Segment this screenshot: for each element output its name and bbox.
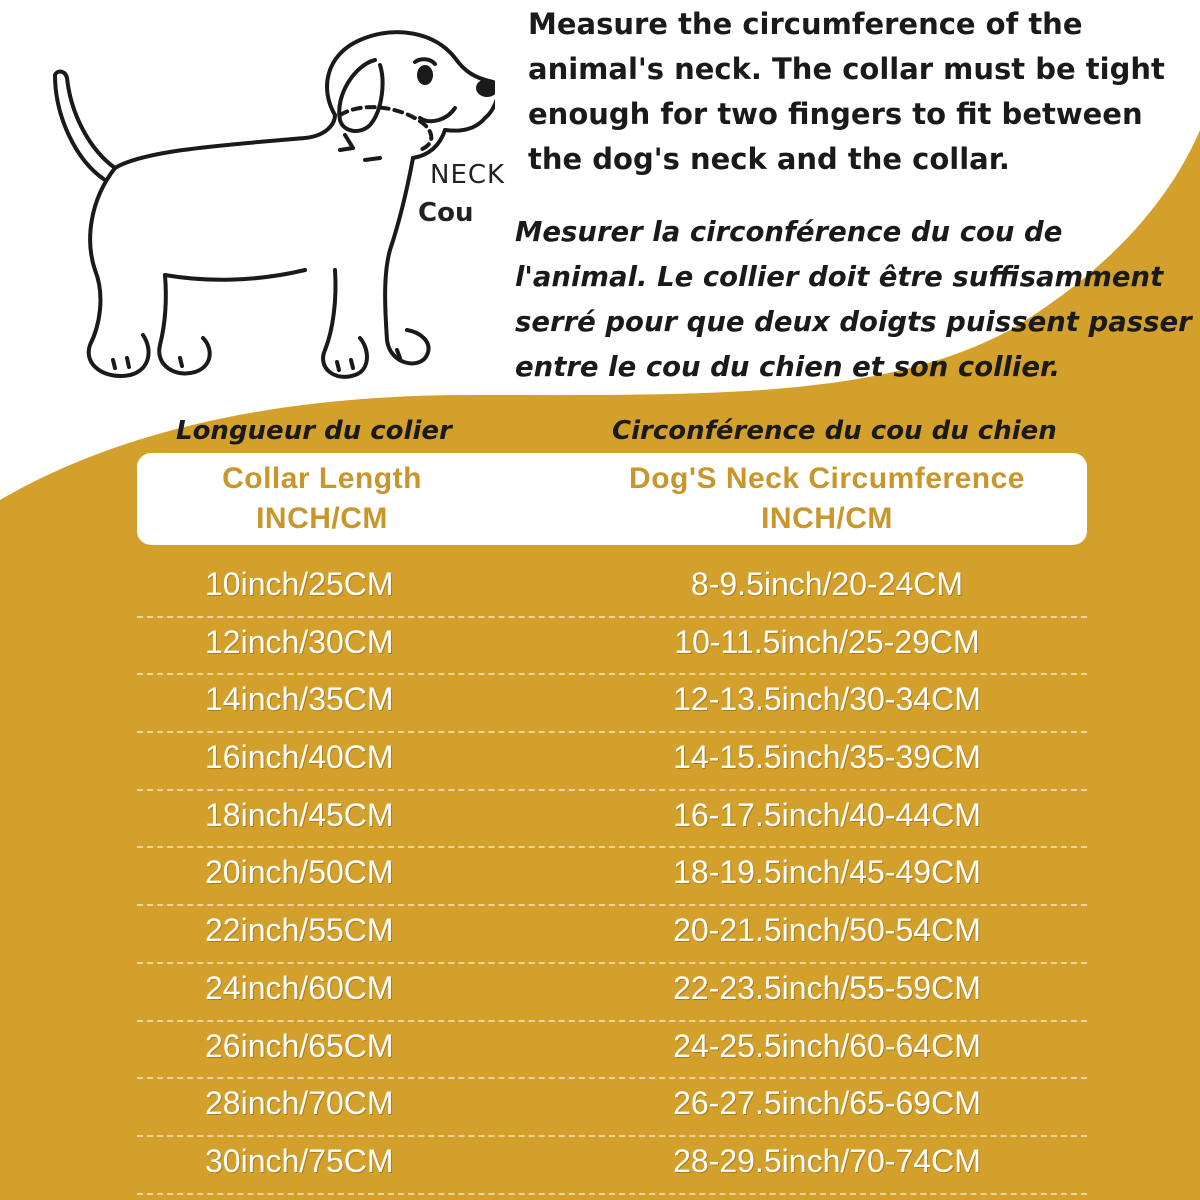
table-row (137, 675, 1087, 733)
french-instructions: Mesurer la circonférence du cou de l'animal. Le collier doit être suffisamment serré pour que deux doigts puissent passer entre le cou du chien et son collier. (515, 216, 1192, 383)
collar-length-cell: 18inch/45CM (205, 796, 394, 833)
neck-circumference-cell: 14-15.5inch/35-39CM (673, 739, 981, 776)
neck-circumference-cell: 26-27.5inch/65-69CM (673, 1085, 981, 1122)
neck-circumference-cell: 8-9.5inch/20-24CM (690, 566, 964, 602)
collar-length-cell: 24inch/60CM (205, 969, 394, 1006)
collar-length-cell: 20inch/50CM (205, 854, 394, 891)
collar-length-cell: 14inch/35CM (205, 681, 394, 718)
collar-length-cell: 10inch/25CM (205, 566, 394, 602)
neck-circumference-header (557, 459, 1097, 539)
neck-circumference-title: Dog'S Neck Circumference (629, 462, 1025, 495)
collar-length-title: Collar Length (222, 462, 422, 495)
neck-circumference-cell: 12-13.5inch/30-34CM (673, 681, 981, 718)
neck-circumference-cell: 10-11.5inch/25-29CM (674, 623, 980, 660)
table-row (137, 848, 1087, 906)
collar-length-cell: 22inch/55CM (205, 912, 394, 949)
neck-circumference-cell: 18-19.5inch/45-49CM (673, 854, 981, 891)
table-row (137, 618, 1087, 676)
neck-circumference-unit: INCH/CM (761, 502, 893, 535)
table-row (137, 1079, 1087, 1137)
collar-length-cell: 16inch/40CM (205, 739, 394, 776)
collar-length-header (167, 459, 477, 539)
cou-label: Cou (418, 198, 474, 228)
neck-circumference-header-fr: Circonférence du cou du chien (612, 416, 1057, 446)
table-row (137, 560, 1087, 618)
collar-length-unit: INCH/CM (256, 502, 388, 535)
table-header (137, 453, 1087, 545)
table-row (137, 1022, 1087, 1080)
neck-label: NECK (430, 160, 506, 190)
english-instructions: Measure the circumference of the animal's neck. The collar must be tight enough for two fingers to fit between the dog's neck and the collar. (528, 7, 1165, 176)
table-row (137, 906, 1087, 964)
size-table (137, 560, 1087, 1195)
table-row (137, 733, 1087, 791)
neck-circumference-cell: 16-17.5inch/40-44CM (673, 796, 981, 833)
table-row (137, 791, 1087, 849)
collar-length-cell: 28inch/70CM (205, 1085, 394, 1122)
table-row (137, 964, 1087, 1022)
neck-circumference-cell: 22-23.5inch/55-59CM (673, 969, 981, 1006)
collar-length-cell: 30inch/75CM (205, 1142, 394, 1179)
collar-length-cell: 12inch/30CM (205, 623, 394, 660)
neck-circumference-cell: 28-29.5inch/70-74CM (673, 1142, 981, 1179)
neck-circumference-cell: 20-21.5inch/50-54CM (673, 912, 981, 949)
collar-length-header-fr: Longueur du colier (176, 416, 452, 446)
neck-circumference-cell: 24-25.5inch/60-64CM (673, 1027, 981, 1064)
collar-length-cell: 26inch/65CM (205, 1027, 394, 1064)
table-row (137, 1137, 1087, 1195)
